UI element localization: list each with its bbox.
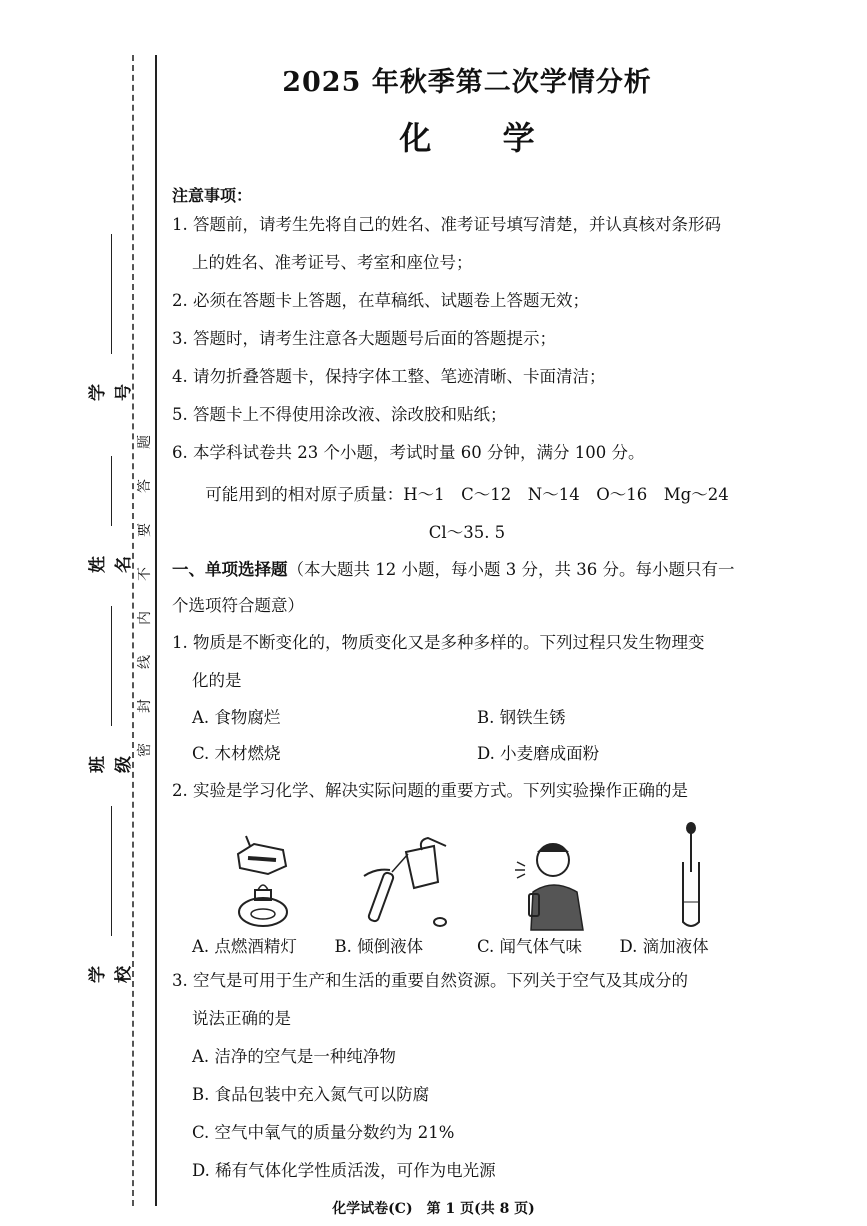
note-item: 上的姓名、准考证号、考室和座位号； [192,253,473,272]
note-item: 1. 答题前，请考生先将自己的姓名、准考证号填写清楚，并认真核对条形码 [172,215,721,234]
field-school[interactable] [88,800,134,994]
option-a[interactable]: A. 点燃酒精灯 [192,937,297,956]
question-2-options [172,932,762,962]
seal-char: 不 [137,567,153,581]
pouring-liquid-figure [335,832,478,932]
question-2-figures [172,822,762,932]
lighting-lamp-figure [192,832,335,932]
option-c[interactable]: C. 空气中氧气的质量分数约为 21% [192,1123,455,1142]
field-label-school: 学 校 [88,966,134,983]
question-3-stem: 3. 空气是可用于生产和生活的重要自然资源。下列关于空气及其成分的 [172,971,688,990]
section-title: 一、单项选择题 [172,560,288,579]
atomic-masses-cont: Cl～35. 5 [428,523,506,542]
field-label-class: 班 级 [88,756,134,773]
field-class[interactable] [88,600,134,784]
seal-char: 要 [137,523,153,537]
seal-notice [136,420,154,772]
question-2-stem: 2. 实验是学习化学、解决实际问题的重要方式。下列实验操作正确的是 [172,781,688,800]
smelling-gas-figure [477,832,620,932]
field-blank[interactable] [111,806,112,936]
field-label-name: 姓 名 [88,556,134,573]
exam-title: 2025 年秋季第二次学情分析 [282,67,652,98]
atomic-masses: 可能用到的相对原子质量：H～1 C～12 N～14 O～16 Mg～24 [205,485,729,504]
option-a[interactable]: A. 食物腐烂 [192,708,281,727]
question-1-stem-cont: 化的是 [192,671,242,690]
seal-char: 密 [137,743,153,757]
page-footer: 化学试卷(C) 第 1 页(共 8 页) [332,1201,535,1217]
note-item: 4. 请勿折叠答题卡，保持字体工整、笔迹清晰、卡面清洁； [172,367,606,386]
field-name[interactable] [88,450,134,584]
cut-line-dashed [132,55,134,1206]
question-1-options [172,700,762,736]
option-b[interactable]: B. 食品包装中充入氮气可以防腐 [192,1085,430,1104]
field-blank[interactable] [111,456,112,526]
binding-line [155,55,157,1206]
option-b[interactable]: B. 倾倒液体 [334,937,424,956]
seal-char: 答 [137,479,153,493]
option-d[interactable]: D. 滴加液体 [619,937,709,956]
field-label-student-id: 学 号 [88,384,134,401]
smelling-person-icon [503,832,593,932]
subject-title: 化 学 [399,119,565,157]
section-heading [172,552,762,588]
note-item: 6. 本学科试卷共 23 个小题，考试时量 60 分钟，满分 100 分。 [172,443,645,462]
seal-char: 线 [137,655,153,669]
option-b[interactable]: B. 钢铁生锈 [477,708,566,727]
notes-heading: 注意事项： [172,186,253,205]
field-student-id[interactable] [88,228,134,412]
field-blank[interactable] [111,234,112,354]
seal-char: 内 [137,611,153,625]
note-item: 3. 答题时，请考生注意各大题题号后面的答题提示； [172,329,556,348]
alcohol-lamp-icon [228,832,298,932]
option-c[interactable]: C. 闻气体气味 [477,937,583,956]
dropping-liquid-figure [620,822,763,932]
seal-char: 封 [137,699,153,713]
option-d[interactable]: D. 稀有气体化学性质活泼，可作为电光源 [192,1161,496,1180]
note-item: 2. 必须在答题卡上答题，在草稿纸、试题卷上答题无效； [172,291,589,310]
dropper-test-tube-icon [671,822,711,932]
option-a[interactable]: A. 洁净的空气是一种纯净物 [192,1047,396,1066]
field-blank[interactable] [111,606,112,726]
seal-char: 题 [137,435,153,449]
section-desc-cont: 个选项符合题意） [172,596,304,615]
question-3-stem-cont: 说法正确的是 [192,1009,291,1028]
question-1-stem: 1. 物质是不断变化的，物质变化又是多种多样的。下列过程只发生物理变 [172,633,705,652]
note-item: 5. 答题卡上不得使用涂改液、涂改胶和贴纸； [172,405,507,424]
question-1-options [172,736,762,772]
pouring-icon [356,832,456,932]
section-desc: （本大题共 12 小题，每小题 3 分，共 36 分。每小题只有一 [287,560,735,579]
option-c[interactable]: C. 木材燃烧 [192,744,281,763]
exam-content [172,60,762,1190]
option-d[interactable]: D. 小麦磨成面粉 [477,744,600,763]
